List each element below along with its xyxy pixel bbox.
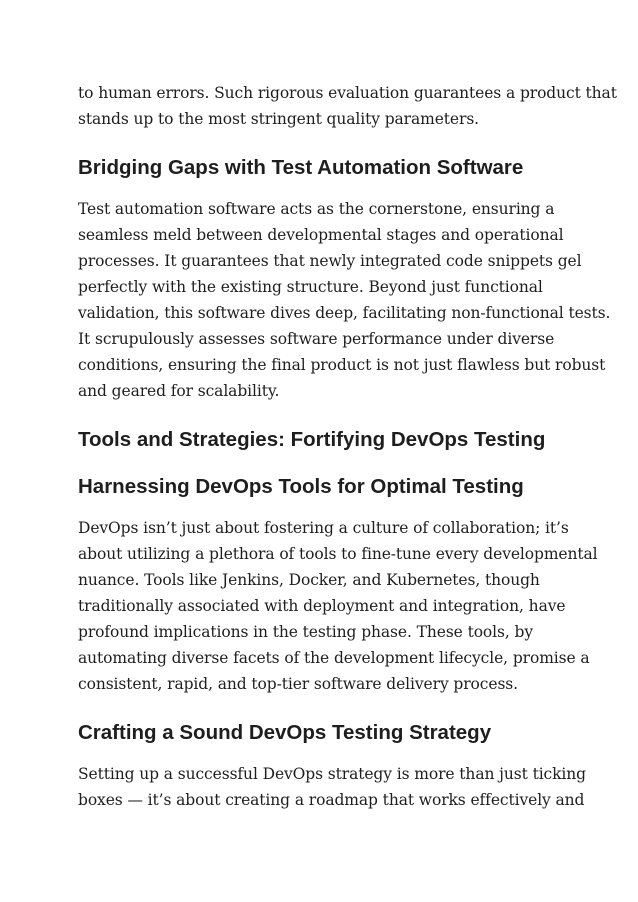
- paragraph-line: validation, this software dives deep, facilitating non-functional tests.: [78, 304, 611, 322]
- paragraph-line: DevOps isn’t just about fostering a culture of collaboration; it’s: [78, 519, 569, 537]
- paragraph-line: and geared for scalability.: [78, 382, 280, 400]
- paragraph-line: Setting up a successful DevOps strategy is more than just ticking: [78, 765, 586, 783]
- paragraph-line: stands up to the most stringent quality parameters.: [78, 110, 479, 128]
- paragraph-line: profound implications in the testing phase. These tools, by: [78, 623, 534, 641]
- paragraph-line: processes. It guarantees that newly integrated code snippets gel: [78, 252, 582, 270]
- paragraph-line: nuance. Tools like Jenkins, Docker, and Kubernetes, though: [78, 571, 540, 589]
- paragraph-line: Test automation software acts as the cornerstone, ensuring a: [78, 200, 555, 218]
- bridging-paragraph: [78, 196, 611, 404]
- intro-paragraph: [78, 80, 617, 132]
- paragraph-line: about utilizing a plethora of tools to fine-tune every developmental: [78, 545, 598, 563]
- paragraph-line: It scrupulously assesses software performance under diverse: [78, 330, 555, 348]
- heading-crafting-strategy: Crafting a Sound DevOps Testing Strategy: [78, 721, 492, 744]
- paragraph-line: conditions, ensuring the final product is not just flawless but robust: [78, 356, 606, 374]
- crafting-paragraph: [78, 761, 586, 813]
- heading-bridging-gaps: Bridging Gaps with Test Automation Software: [78, 156, 524, 179]
- paragraph-line: seamless meld between developmental stages and operational: [78, 226, 564, 244]
- paragraph-line: automating diverse facets of the development lifecycle, promise a: [78, 649, 590, 667]
- paragraph-line: to human errors. Such rigorous evaluation guarantees a product that: [78, 84, 617, 102]
- paragraph-line: perfectly with the existing structure. Beyond just functional: [78, 278, 543, 296]
- heading-tools-strategies: Tools and Strategies: Fortifying DevOps Testing: [78, 428, 546, 451]
- paragraph-line: traditionally associated with deployment and integration, have: [78, 597, 566, 615]
- paragraph-line: consistent, rapid, and top-tier software delivery process.: [78, 675, 518, 693]
- document-page: [78, 80, 617, 813]
- paragraph-line: boxes — it’s about creating a roadmap that works effectively and: [78, 791, 585, 809]
- harnessing-paragraph: [78, 515, 598, 697]
- heading-harnessing-tools: Harnessing DevOps Tools for Optimal Testing: [78, 475, 524, 498]
